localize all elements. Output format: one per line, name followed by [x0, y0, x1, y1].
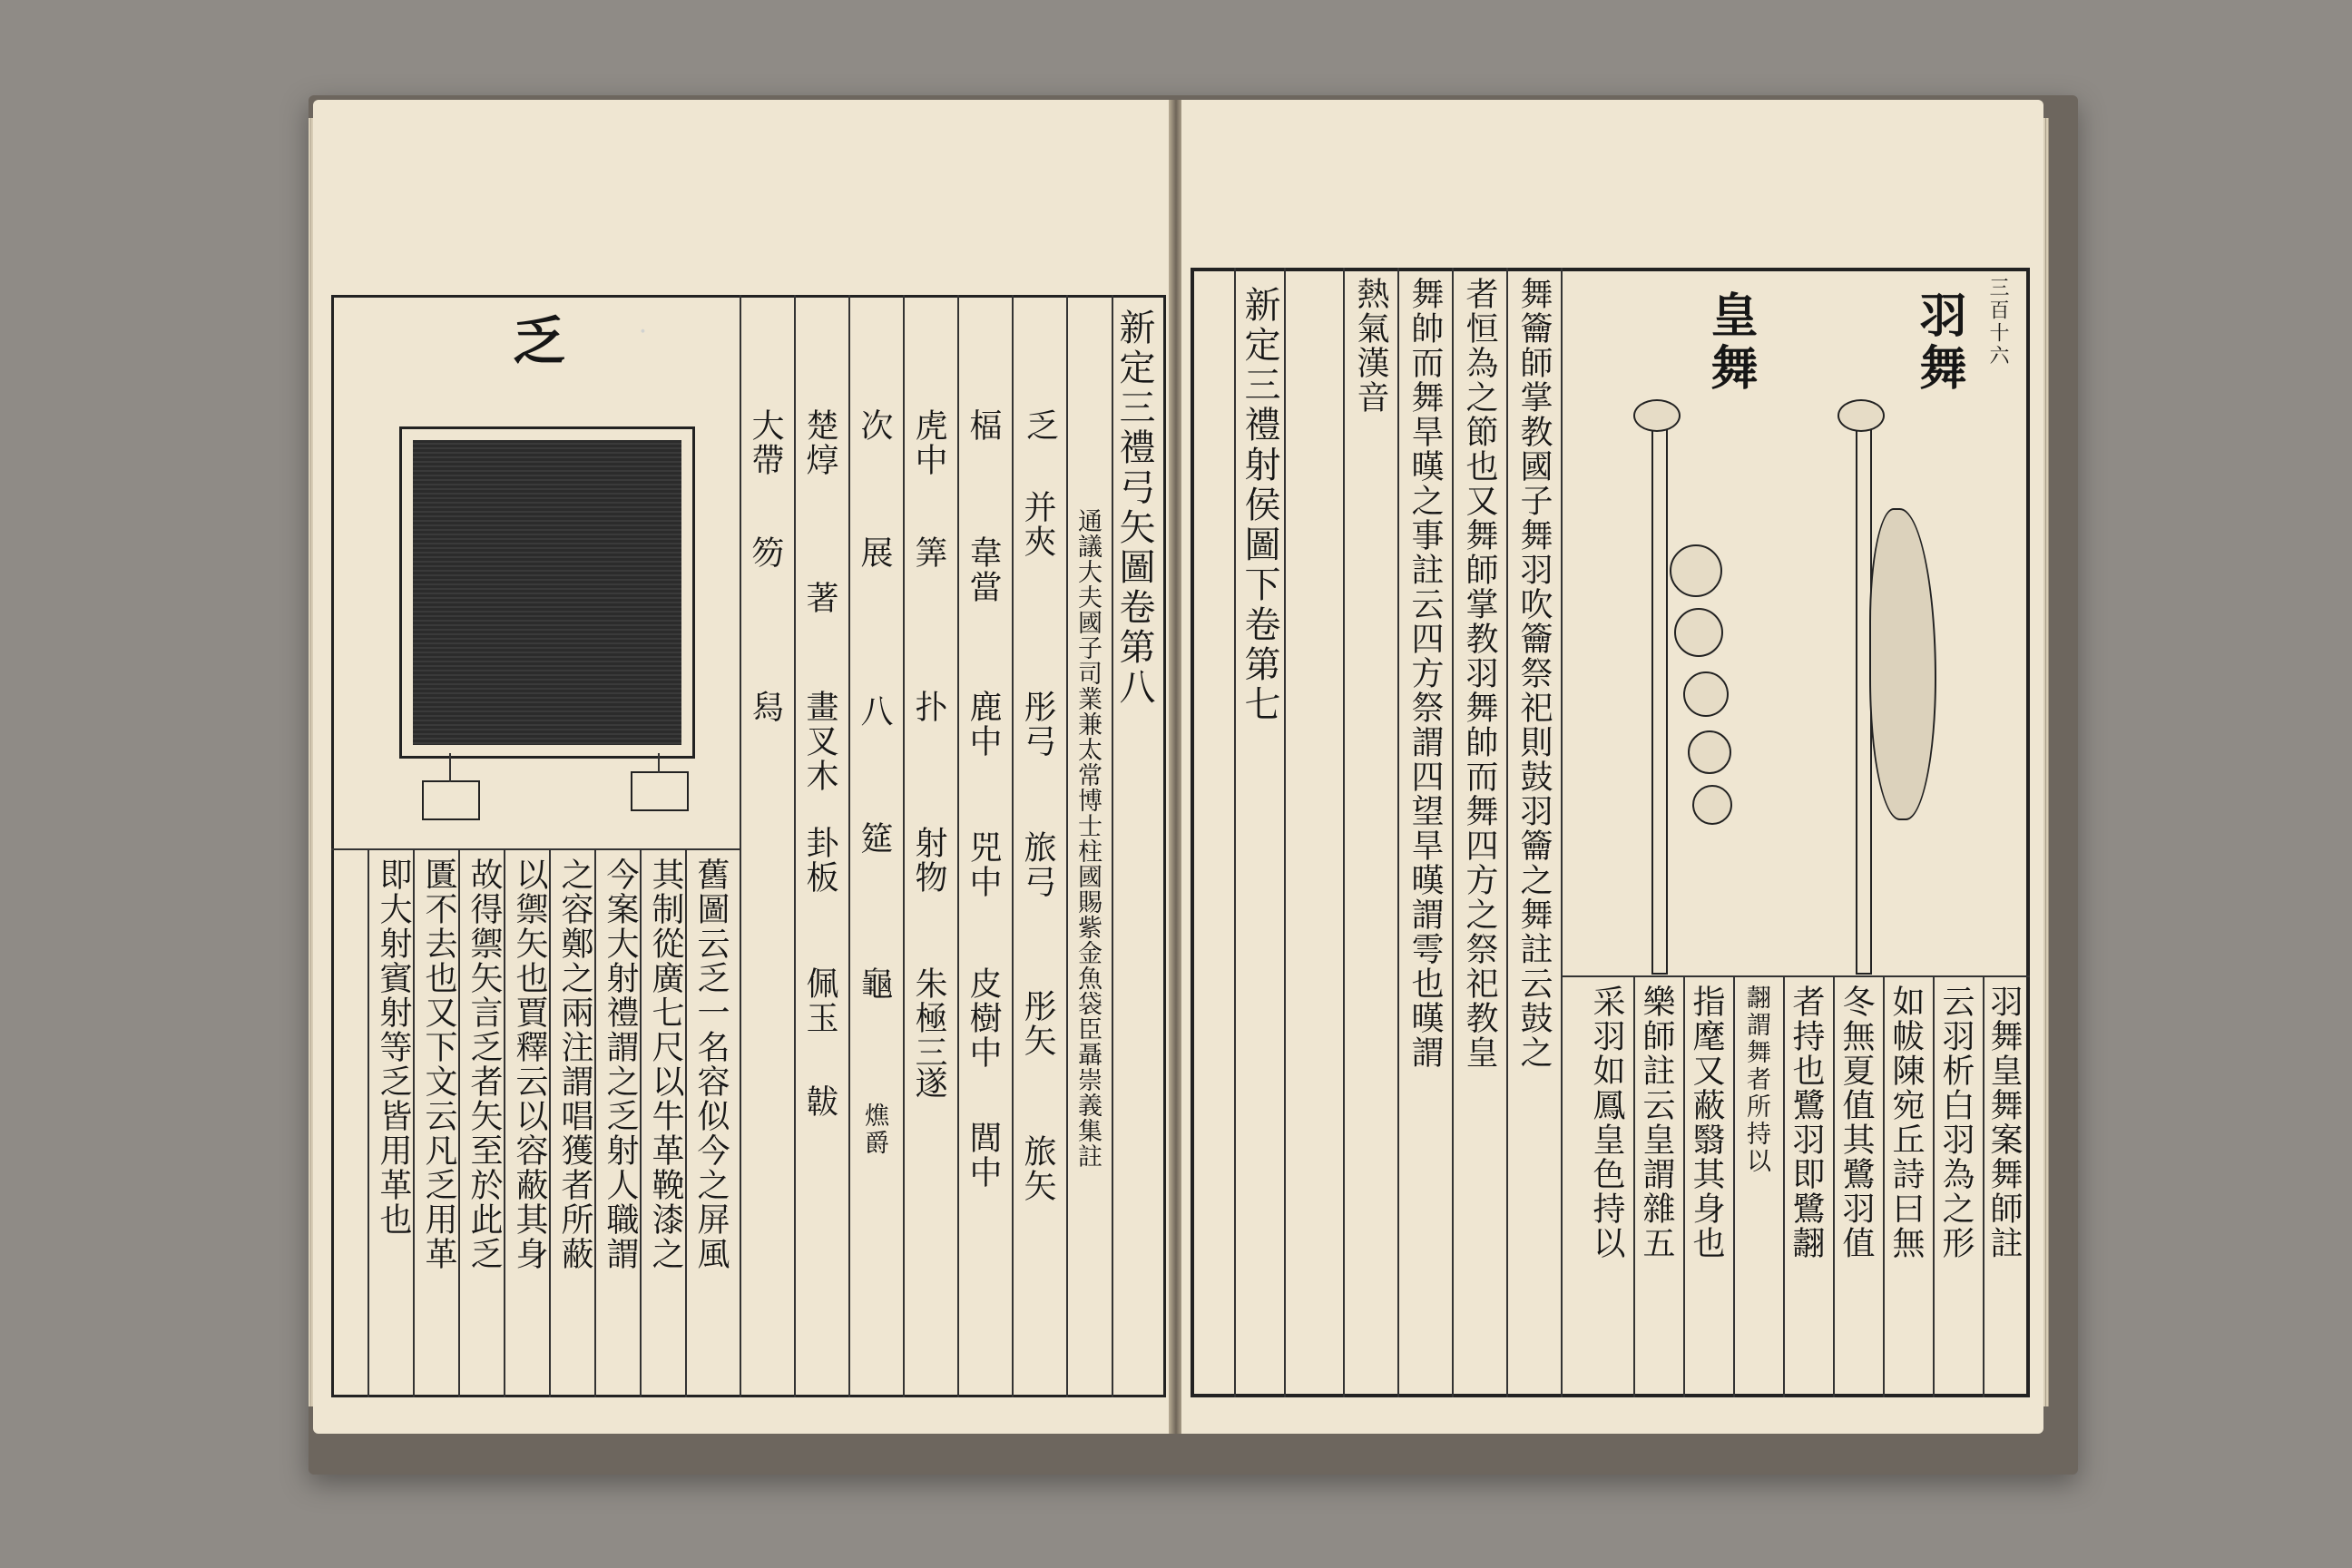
- entry-item: 大帶: [747, 408, 784, 477]
- column-rule: [1733, 975, 1735, 1397]
- entry-item: 虎中: [910, 408, 947, 477]
- entry-item: 楅: [965, 408, 1002, 443]
- column-rule: [1234, 268, 1236, 1397]
- entry-item: 并夾: [1019, 490, 1056, 559]
- entry-item: 旅弓: [1019, 830, 1056, 899]
- column-rule: [1933, 975, 1935, 1397]
- column-rule: [1833, 975, 1835, 1397]
- note-column: 即大射賓射等乏皆用革也: [375, 858, 412, 1237]
- column-rule: [1397, 268, 1399, 1397]
- entry-item: 閭中: [965, 1121, 1002, 1190]
- leaf-number: 三百十六: [1986, 277, 2009, 368]
- column-rule: [1783, 975, 1785, 1397]
- column-rule: [1633, 975, 1635, 1397]
- text-column: 舞籥師掌教國子舞羽吹籥祭祀則鼓羽籥之舞註云鼓之: [1515, 277, 1553, 1070]
- huang-wand-head: [1633, 399, 1681, 432]
- huang-plume: [1688, 730, 1731, 774]
- column-rule: [1066, 295, 1068, 1397]
- text-column: 冬無夏值其鷺羽值: [1838, 985, 1875, 1260]
- entry-item: 韍: [801, 1084, 838, 1119]
- screen-panel: [413, 440, 681, 745]
- column-rule: [458, 848, 460, 1397]
- entry-item: 卦板: [801, 826, 838, 895]
- figure-text-divider: [1561, 975, 2030, 977]
- column-rule: [903, 295, 905, 1397]
- entry-item: 筭: [910, 535, 947, 570]
- entry-item: 佩玉: [801, 966, 838, 1035]
- text-column: 采羽如鳳皇色持以: [1588, 985, 1625, 1260]
- entry-item: 扑: [910, 690, 947, 724]
- column-rule: [413, 848, 415, 1397]
- column-rule: [1343, 268, 1345, 1397]
- huang-feather-wand-staff: [1651, 408, 1668, 975]
- text-column: 者恒為之節也又舞師掌教羽舞帥而舞四方之祭祀教皇: [1461, 277, 1498, 1070]
- note-column: 匱不去也又下文云凡乏用革: [420, 858, 457, 1271]
- text-column: 舞帥而舞旱暵之事註云四方祭謂四望旱暵謂雩也暵謂: [1406, 277, 1444, 1070]
- entry-item: 射物: [910, 826, 947, 895]
- text-column: 指麾又蔽翳其身也: [1688, 985, 1725, 1260]
- entry-item: 楚焞: [801, 408, 838, 477]
- column-rule: [640, 848, 642, 1397]
- figure-text-divider: [331, 848, 740, 850]
- entry-item: 展: [856, 535, 893, 570]
- entry-item: 彤矢: [1019, 989, 1056, 1058]
- text-column: 熱氣漢音: [1352, 277, 1389, 415]
- bleed-through-text: ·: [626, 327, 658, 336]
- entry-item: 龜: [856, 966, 893, 1001]
- huang-plume: [1683, 671, 1729, 717]
- screen-foot-left: [422, 780, 480, 820]
- column-rule: [1561, 268, 1563, 1397]
- text-column: 者持也鷺羽即鷺翿: [1788, 985, 1825, 1260]
- entry-item: 畫叉木: [801, 690, 838, 793]
- entry-item: 兕中: [965, 830, 1002, 899]
- column-rule: [1983, 975, 1984, 1397]
- column-rule: [1883, 975, 1885, 1397]
- column-rule: [1012, 295, 1014, 1397]
- text-column: 樂師註云皇謂雜五: [1638, 985, 1675, 1260]
- column-rule: [368, 848, 369, 1397]
- huang-plume: [1670, 544, 1722, 597]
- figure-label-fa: 乏: [504, 313, 565, 371]
- note-column: 之容鄭之兩注謂唱獲者所蔽: [556, 858, 593, 1271]
- compiler-credit: 通議大夫國子司業兼太常博士柱國賜紫金魚袋臣聶崇義集註: [1073, 508, 1102, 1169]
- column-rule: [957, 295, 959, 1397]
- column-rule: [1506, 268, 1508, 1397]
- right-volume-title: 新定三禮射侯圖下卷第七: [1239, 286, 1280, 725]
- column-rule: [1452, 268, 1454, 1397]
- figure-label-huangwu: 皇舞: [1702, 290, 1758, 396]
- screen-post-left: [449, 753, 451, 782]
- column-rule: [1284, 268, 1286, 1397]
- column-rule: [504, 848, 505, 1397]
- huang-plume: [1674, 608, 1723, 657]
- entry-item: 韋當: [965, 535, 1002, 604]
- note-column: 以禦矢也賈釋云以容蔽其身: [511, 858, 548, 1271]
- text-column: 如帗陳宛丘詩曰無: [1887, 985, 1925, 1260]
- column-rule: [740, 295, 741, 1397]
- screen-foot-right: [631, 771, 689, 811]
- yu-wand-head: [1838, 399, 1885, 432]
- text-column: 翿謂舞者所持以: [1742, 985, 1770, 1175]
- entry-item: 朱極三: [910, 966, 947, 1070]
- note-column: 今案大射禮謂之乏射人職謂: [602, 858, 639, 1271]
- entry-item: 筵: [856, 821, 893, 856]
- entry-item: 彤弓: [1019, 690, 1056, 759]
- column-rule: [1683, 975, 1685, 1397]
- huang-plume: [1692, 785, 1732, 825]
- column-rule: [794, 295, 796, 1397]
- entry-column-1: 乏: [1021, 408, 1059, 443]
- note-column: 舊圖云乏一名容似今之屏風: [692, 858, 730, 1271]
- entry-item: 笏: [747, 535, 784, 570]
- column-rule: [848, 295, 850, 1397]
- entry-item: 八: [856, 694, 893, 729]
- left-volume-title: 新定三禮弓矢圖卷第八: [1113, 309, 1155, 708]
- entry-item: 次: [856, 408, 893, 443]
- entry-item: 皮樹中: [965, 966, 1002, 1070]
- entry-item: 旅矢: [1019, 1134, 1056, 1203]
- entry-item: 燋爵: [860, 1102, 888, 1157]
- note-column: 故得禦矢言乏者矢至於此乏: [466, 858, 503, 1271]
- screen-post-right: [658, 753, 660, 773]
- column-rule: [685, 848, 687, 1397]
- column-rule: [594, 848, 596, 1397]
- screen-illustration: [399, 426, 695, 759]
- figure-label-yuwu: 羽舞: [1911, 290, 1966, 396]
- note-column: 其制從廣七尺以牛革鞔漆之: [647, 858, 684, 1271]
- text-column: 羽舞皇舞案舞師註: [1985, 985, 2023, 1260]
- text-column: 云羽析白羽為之形: [1937, 985, 1975, 1260]
- column-rule: [549, 848, 551, 1397]
- entry-item: 遂: [910, 1066, 947, 1101]
- entry-item: 著: [801, 581, 838, 615]
- entry-item: 鹿中: [965, 690, 1002, 759]
- entry-item: 舄: [747, 690, 784, 724]
